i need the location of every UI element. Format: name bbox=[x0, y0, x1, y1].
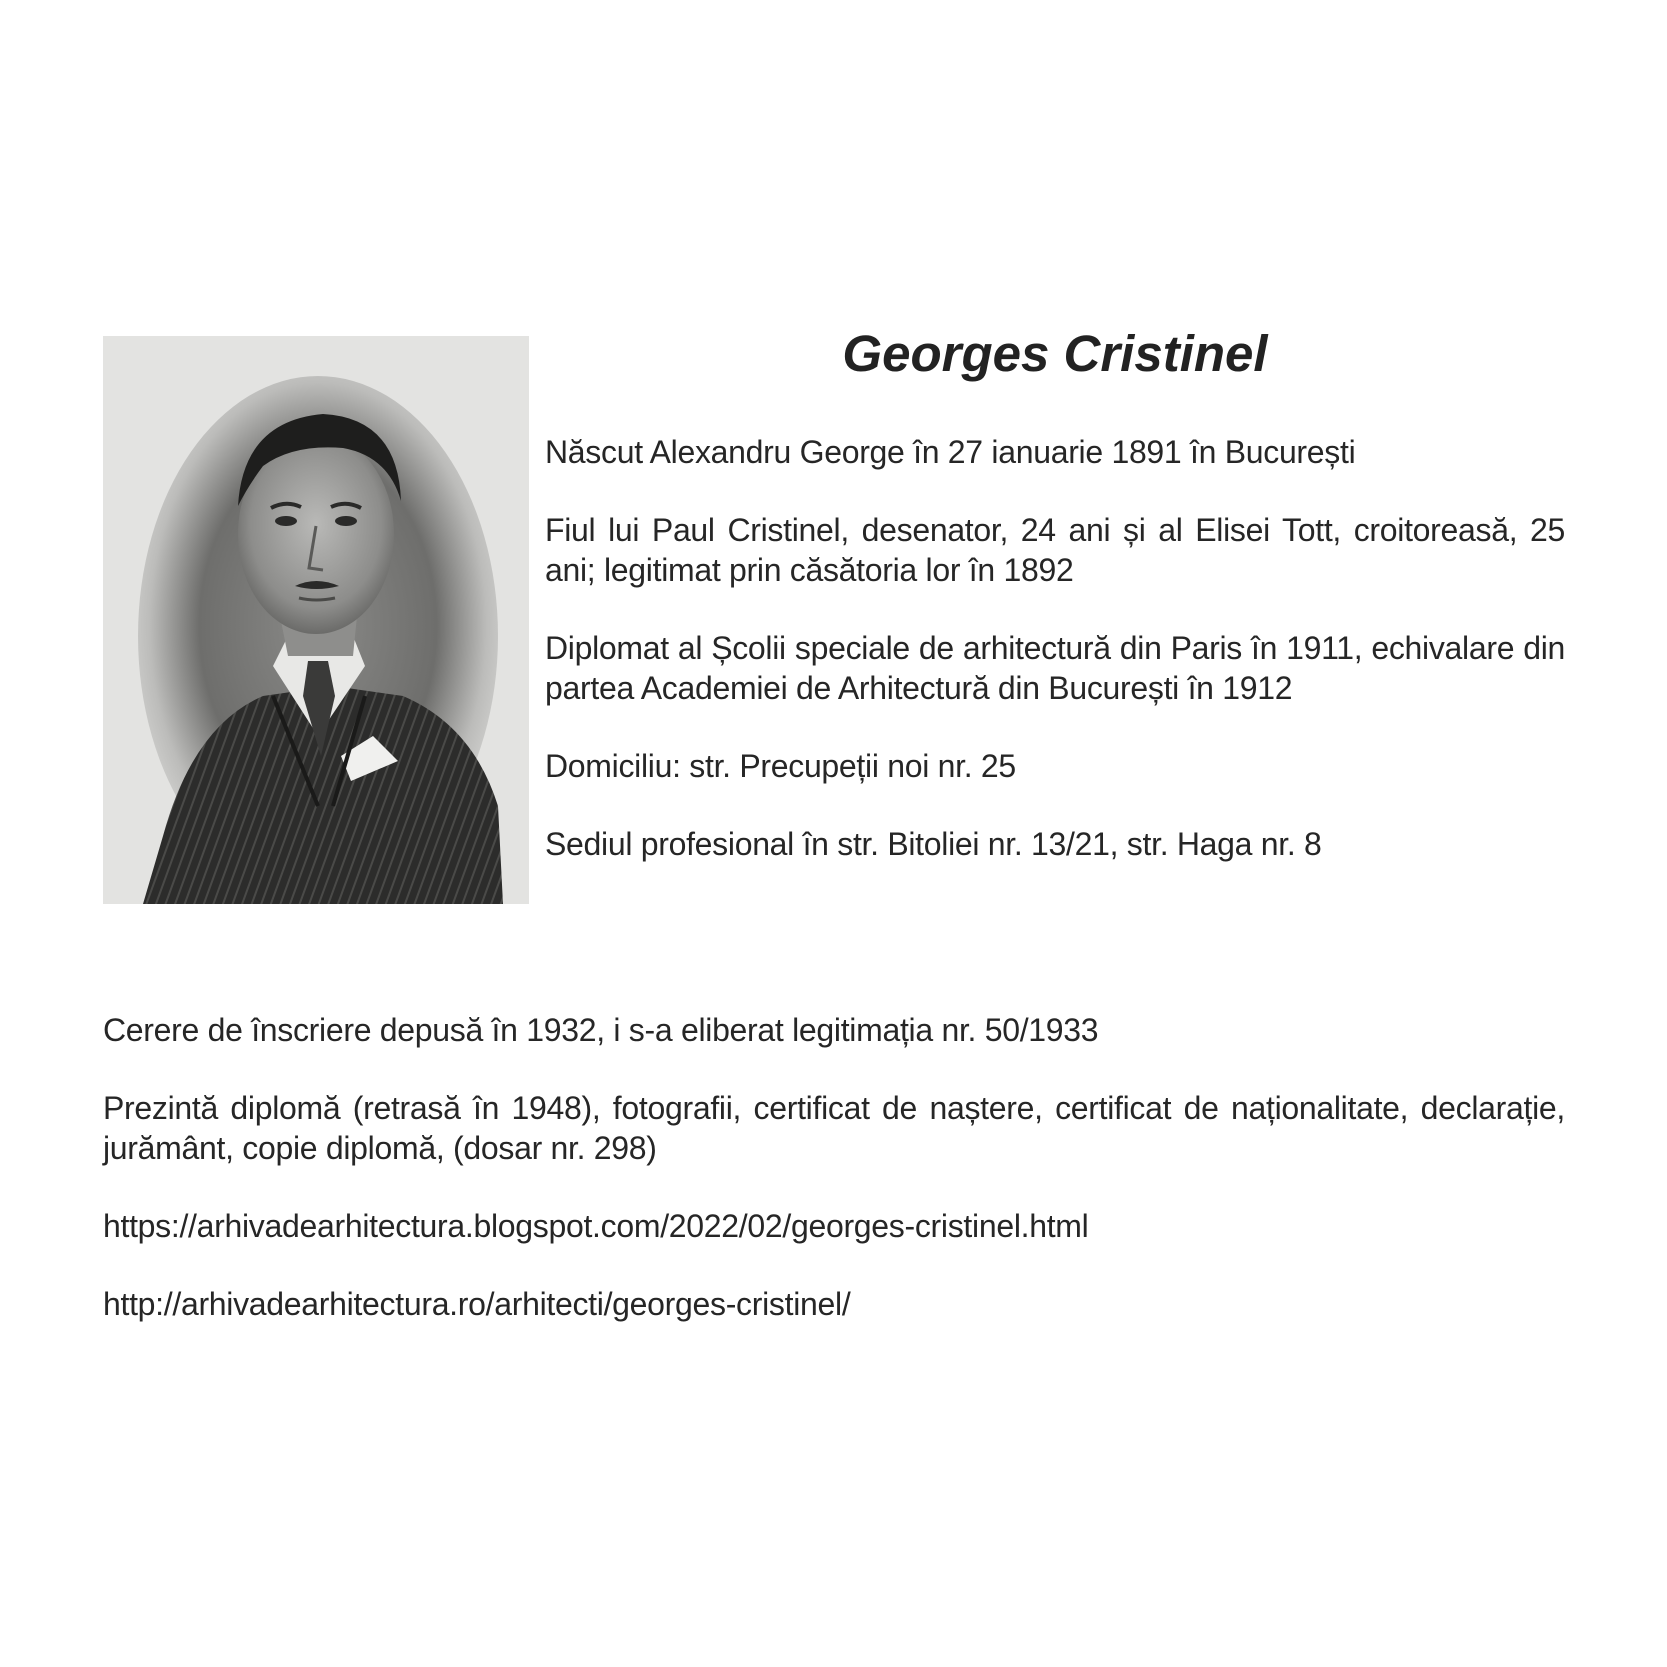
blog-link: https://arhivadearhitectura.blogspot.com/2022/02/georges-cristinel.html bbox=[103, 1208, 1089, 1244]
site-link: http://arhivadearhitectura.ro/arhitecti/georges-cristinel/ bbox=[103, 1286, 851, 1322]
bio-birth: Născut Alexandru George în 27 ianuarie 1891 în București bbox=[545, 434, 1356, 470]
bio-education: Diplomat al Școlii speciale de arhitectură din Paris în 1911, echivalare din partea Academiei de Arhitectură din București în 1912 bbox=[545, 630, 1565, 706]
bio-section bbox=[545, 432, 1565, 902]
bio-residence: Domiciliu: str. Precupeții noi nr. 25 bbox=[545, 748, 1016, 784]
bio-office: Sediul profesional în str. Bitoliei nr. 13/21, str. Haga nr. 8 bbox=[545, 826, 1322, 862]
details-section bbox=[103, 1010, 1565, 1362]
documents-text: Prezintă diplomă (retrasă în 1948), fotografii, certificat de naștere, certificat de naționalitate, declarație, jurământ, copie diplomă, (dosar nr. 298) bbox=[103, 1090, 1565, 1166]
bio-parents: Fiul lui Paul Cristinel, desenator, 24 ani și al Elisei Tott, croitoreasă, 25 ani; legitimat prin căsătoria lor în 1892 bbox=[545, 512, 1565, 588]
page-title: Georges Cristinel bbox=[842, 325, 1268, 382]
portrait-photo bbox=[103, 336, 529, 904]
registration-text: Cerere de înscriere depusă în 1932, i s-a eliberat legitimația nr. 50/1933 bbox=[103, 1012, 1099, 1048]
